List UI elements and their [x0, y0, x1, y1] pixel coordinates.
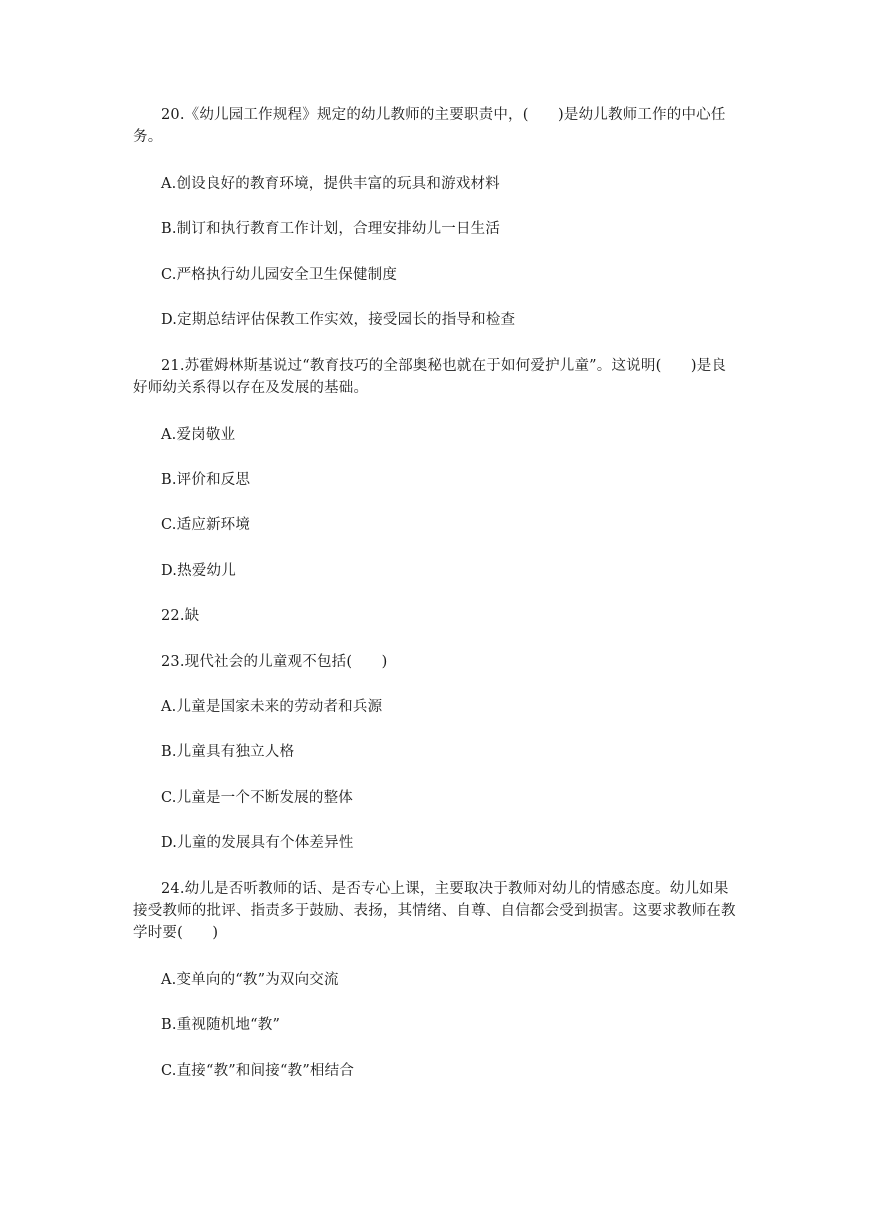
- question-23-stem: 23.现代社会的儿童观不包括( ): [161, 654, 388, 670]
- question-24-option-a: A.变单向的“教”为双向交流: [161, 972, 339, 988]
- question-21-option-d: D.热爱幼儿: [161, 563, 236, 579]
- question-23-option-b: B.儿童具有独立人格: [161, 744, 295, 760]
- question-24-stem: 24.幼儿是否听教师的话、是否专心上课，主要取决于教师对幼儿的情感态度。幼儿如果接受教师的批评、指责多于鼓励、表扬，其情绪、自尊、自信都会受到损害。这要求教师在教学时要( ): [133, 881, 736, 941]
- question-24-option-c: C.直接“教”和间接“教”相结合: [161, 1063, 355, 1079]
- question-23-option-a: A.儿童是国家未来的劳动者和兵源: [161, 699, 383, 715]
- question-21-option-b: B.评价和反思: [161, 472, 251, 488]
- question-23-option-c: C.儿童是一个不断发展的整体: [161, 790, 353, 806]
- question-21-stem: 21.苏霍姆林斯基说过“教育技巧的全部奥秘也就在于如何爱护儿童”。这说明( )是良好师幼关系得以存在及发展的基础。: [133, 358, 727, 396]
- question-20-option-d: D.定期总结评估保教工作实效，接受园长的指导和检查: [161, 312, 516, 328]
- question-21-option-c: C.适应新环境: [161, 517, 251, 533]
- question-22-stem: 22.缺: [161, 608, 200, 624]
- question-21-option-a: A.爱岗敬业: [161, 427, 236, 443]
- question-20-stem: 20.《幼儿园工作规程》规定的幼儿教师的主要职责中，( )是幼儿教师工作的中心任务。: [133, 107, 726, 145]
- question-20-option-c: C.严格执行幼儿园安全卫生保健制度: [161, 267, 398, 283]
- question-24-option-b: B.重视随机地“教”: [161, 1017, 281, 1033]
- question-23-option-d: D.儿童的发展具有个体差异性: [161, 835, 354, 851]
- question-20-option-b: B.制订和执行教育工作计划，合理安排幼儿一日生活: [161, 221, 501, 237]
- question-20-option-a: A.创设良好的教育环境，提供丰富的玩具和游戏材料: [161, 176, 500, 192]
